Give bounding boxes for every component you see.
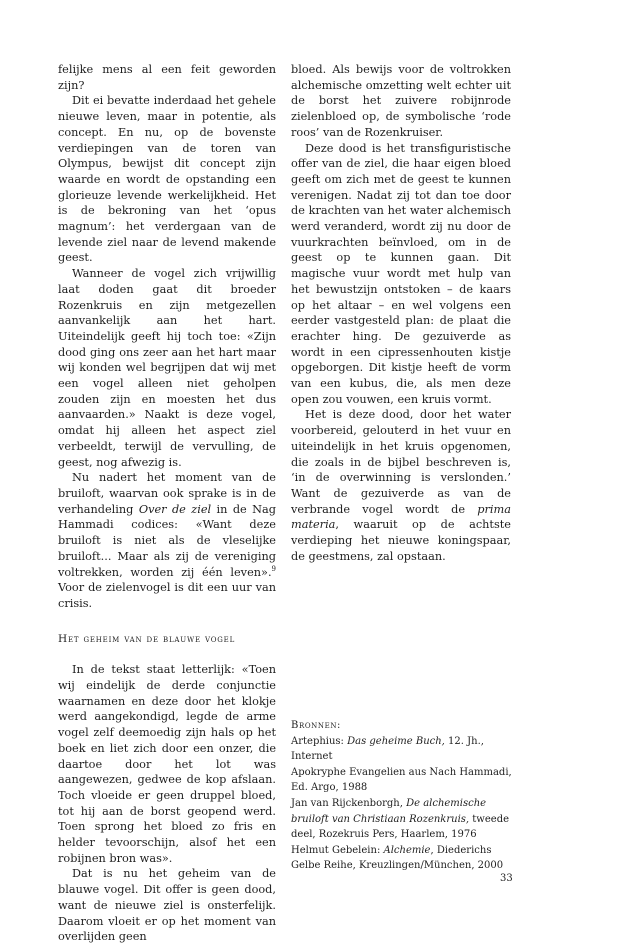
paragraph: bloed. Als bewijs voor de voltrokken alchemische omzetting welt echter uit de borst het zuivere robijnrode zielenbloed op, de symbolische ‘rode roos’ van de Rozenkruiser. [291,63,511,139]
paragraph [58,470,276,611]
source-entry: Apokryphe Evangelien aus Nach Hammadi, Ed. Argo, 1988 [291,766,512,794]
source-details: tweede deel, Rozekruis Pers, Haarlem, 1976 [291,813,510,841]
paragraph-text: Nu nadert het moment van de bruiloft, waarvan ook sprake is in de verhandeling [58,471,276,516]
footnote-marker: 9 [271,564,276,573]
section-heading: Het geheim van de blauwe vogel [58,632,236,645]
source-details: , Diederichs Gelbe Reihe, Kreuzlingen/München, 2000 [291,844,504,872]
source-entry [291,796,517,843]
sources-block [291,718,517,874]
page-number: 33 [500,873,513,884]
source-details: 12. Jh., Internet [291,735,484,763]
source-author: Jan van Rijckenborgh, [291,797,407,809]
source-author: Artephius: [291,735,348,747]
paragraph-text: Het is deze dood, door het water voorbereid, gelouterd in het vuur en uiteindelijk in het kruis opgenomen, die zoals in de bijbel beschreven is, ‘in de overwinning is verslonden.’ Want de gezuiverde as van de verbrande vogel wordt de [291,408,511,516]
paragraph: felijke mens al een feit geworden zijn? [58,63,276,92]
italic-term: prima materia [291,502,511,532]
paragraph: In de tekst staat letterlijk: «Toen wij eindelijk de derde conjunctie waarnamen en deze door het klokje werd aangekondigd, legde de arme vogel zelf deemoedig zijn hals op het boek en liet zich door een onzer, die daartoe door het lot was aangewezen, gedwee de kop afslaan. Toch vloeide er geen druppel bloed, tot hij aan de borst geopend werd. Toen sprong het bloed zo fris en helder tevoorschijn, alsof het een robijnen bron was». [58,663,276,865]
source-title: Alchemie [383,844,431,856]
source-title: Das geheime Buch, [347,735,445,747]
paragraph: Dit ei bevatte inderdaad het gehele nieuwe leven, maar in potentie, als concept. En nu, op de bovenste verdiepingen van de toren van Olympus, bewijst dit concept zijn waarde en wordt de opstanding een glorieuze levende werkelijkheid. Het is de bekroning van het ‘opus magnum’: het verdergaan van de levende ziel naar de levend makende geest. [58,94,276,265]
paragraph-text: , waaruit op de achtste verdieping het nieuwe koningspaar, de geestmens, zal opstaan. [291,518,511,563]
paragraph: Wanneer de vogel zich vrijwillig laat doden gaat dit broeder Rozenkruis en zijn metgezellen aanvankelijk aan het hart. Uiteindelijk geeft hij toch toe: «Zijn dood ging ons zeer aan het hart maar wij konden wel begrijpen dat wij met een vogel alleen niet geholpen zouden zijn en moesten het dus aanvaarden.» Naakt is deze vogel, omdat hij alleen het aspect ziel verbeeldt, terwijl de vervulling, de geest, nog afwezig is. [58,267,276,469]
paragraph: Dat is nu het geheim van de blauwe vogel. Dit offer is geen dood, want de nieuwe ziel is onsterfelijk. Daarom vloeit er op het moment van overlijden geen [58,867,276,944]
paragraph-text: in de Nag Hammadi codices: «Want deze bruiloft is niet als de vleselijke bruiloft... Maar als zij de vereniging voltrekken, worden zij één leven». [58,502,276,579]
paragraph-text: Voor de zielenvogel is dit een uur van crisis. [58,581,276,610]
italic-title: Over de ziel [138,502,212,516]
source-title: De alchemische bruiloft van Christiaan Rozenkruis, [291,797,487,825]
paragraph [291,407,511,564]
right-text-column [291,62,511,565]
source-entry [291,843,517,874]
left-text-column [58,62,276,945]
sources-heading: Bronnen: [291,720,342,731]
source-entry [291,734,517,765]
paragraph: Deze dood is het transfiguristische offer van de ziel, die haar eigen bloed geeft om zich met de geest te kunnen verenigen. Nadat zij tot dan toe door de krachten van het water alchemisch werd veranderd, wordt zij nu door de vuurkrachten beïnvloed, om in de geest op te kunnen gaan. Dit magische vuur wordt met hulp van het bewustzijn ontstoken – de kaars op het altaar – en wel volgens een eerder vastgesteld plan: de plaat die erachter hing. De gezuiverde as wordt in een cipressenhouten kistje opgeborgen. Dit kistje heeft de vorm van een kubus, die, als men deze open zou vouwen, een kruis vormt. [291,141,511,406]
source-author: Helmut Gebelein: [291,844,384,856]
